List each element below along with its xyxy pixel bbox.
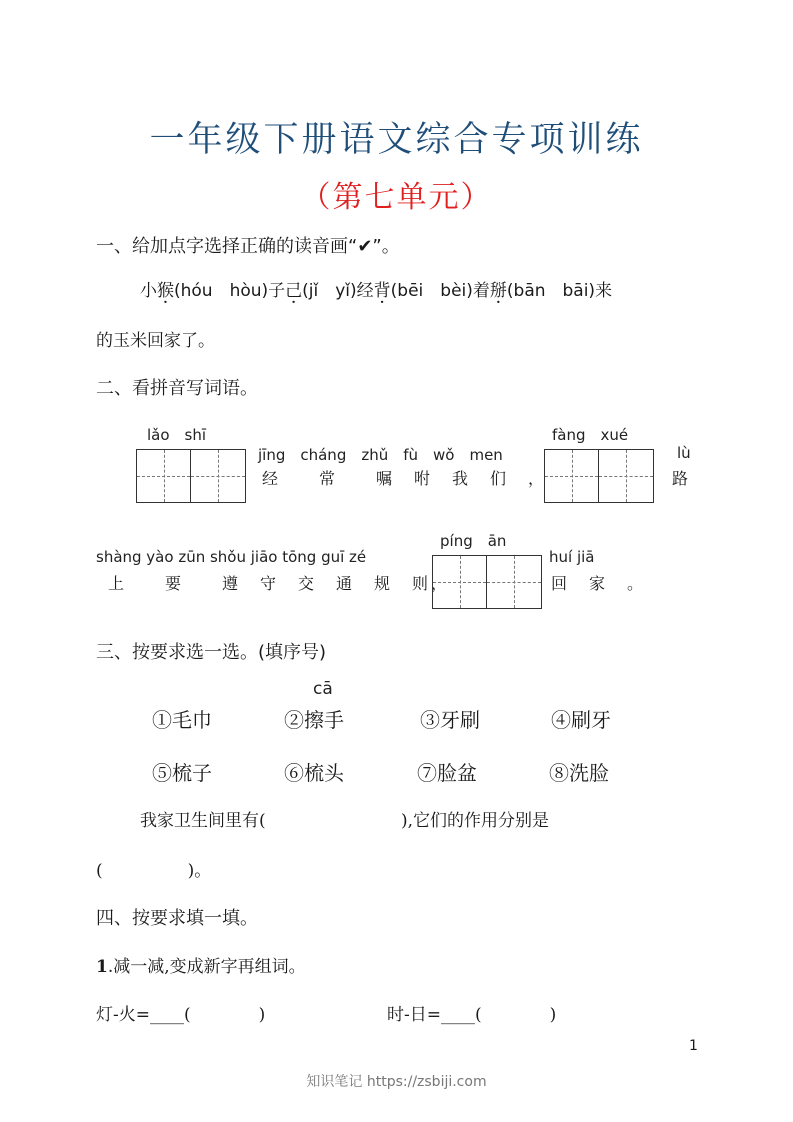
section4-heading: 四、按要求填一填。 <box>96 908 258 929</box>
pinyin-fangxue: fàng xué <box>552 426 629 444</box>
footer-watermark: 知识笔记 https://zsbiji.com <box>306 1074 487 1090</box>
section3-question-end: ),它们的作用分别是 <box>401 811 550 831</box>
section4-sub1 <box>96 952 306 977</box>
writing-cell[interactable] <box>137 450 191 502</box>
writing-cell[interactable] <box>545 450 599 502</box>
dotted-character: 背 <box>373 281 391 301</box>
option-7: ⑦脸盆 <box>417 761 477 785</box>
writing-cell[interactable] <box>599 450 653 502</box>
pinyin-lu: lù <box>677 444 691 462</box>
option-3: ③牙刷 <box>420 708 480 732</box>
chinese-row1: 经 常 嘱 咐 我 们 ， <box>262 469 548 488</box>
dotted-character: 掰 <box>489 281 507 301</box>
option-8: ⑧洗脸 <box>549 761 609 785</box>
chinese-row2: 上 要 遵 守 交 通 规 则， <box>108 574 451 593</box>
sentence-segment: (bēi bèi)着 <box>390 281 490 301</box>
dotted-character: 己 <box>285 281 303 301</box>
section1-sentence-line2: 的玉米回家了。 <box>96 331 215 351</box>
writing-cell[interactable] <box>191 450 245 502</box>
section1-heading: 一、给加点字选择正确的读音画“✔”。 <box>96 236 400 257</box>
writing-cell[interactable] <box>487 556 541 608</box>
pinyin-row1: jīng cháng zhǔ fù wǒ men <box>258 446 503 464</box>
equation-1: 灯-火=____( ) <box>96 1005 266 1025</box>
sub1-number: 1 <box>96 957 108 977</box>
writing-box-fangxue[interactable] <box>544 449 654 503</box>
option-2: ②擦手 <box>284 708 344 732</box>
section1-sentence-line1 <box>140 276 612 301</box>
sentence-segment: 小 <box>140 281 157 301</box>
pinyin-huijia: huí jiā <box>549 548 595 566</box>
section3-answer-line: ( )。 <box>96 861 212 881</box>
pinyin-laoshi: lǎo shī <box>147 426 207 444</box>
option-4: ④刷牙 <box>551 708 611 732</box>
sub1-text: .减一减,变成新字再组词。 <box>107 957 306 977</box>
sentence-segment: (hóu hòu)子 <box>174 281 286 301</box>
pinyin-row2: shàng yào zūn shǒu jiāo tōng guī zé <box>96 548 367 566</box>
section3-question-start: 我家卫生间里有( <box>140 811 266 831</box>
option-1: ①毛巾 <box>152 708 212 732</box>
pinyin-ca: cā <box>313 679 333 699</box>
writing-box-pingan[interactable] <box>432 555 542 609</box>
section2-heading: 二、看拼音写词语。 <box>96 378 258 399</box>
sentence-segment: (bān bāi)来 <box>506 281 613 301</box>
page-subtitle: （第七单元） <box>300 180 493 215</box>
option-6: ⑥梳头 <box>284 761 344 785</box>
dotted-character: 猴 <box>157 281 174 301</box>
writing-cell[interactable] <box>433 556 487 608</box>
pinyin-pingan: píng ān <box>440 532 507 550</box>
section3-heading: 三、按要求选一选。(填序号) <box>96 642 327 663</box>
equation-2: 时-日=____( ) <box>387 1005 557 1025</box>
option-5: ⑤梳子 <box>152 761 212 785</box>
page-title: 一年级下册语文综合专项训练 <box>149 120 644 160</box>
chinese-lu: 路 <box>672 469 689 488</box>
chinese-huijia: 回 家 。 <box>551 574 647 593</box>
writing-box-laoshi[interactable] <box>136 449 246 503</box>
page-number: 1 <box>689 1038 698 1054</box>
sentence-segment: (jǐ yǐ)经 <box>302 281 374 301</box>
